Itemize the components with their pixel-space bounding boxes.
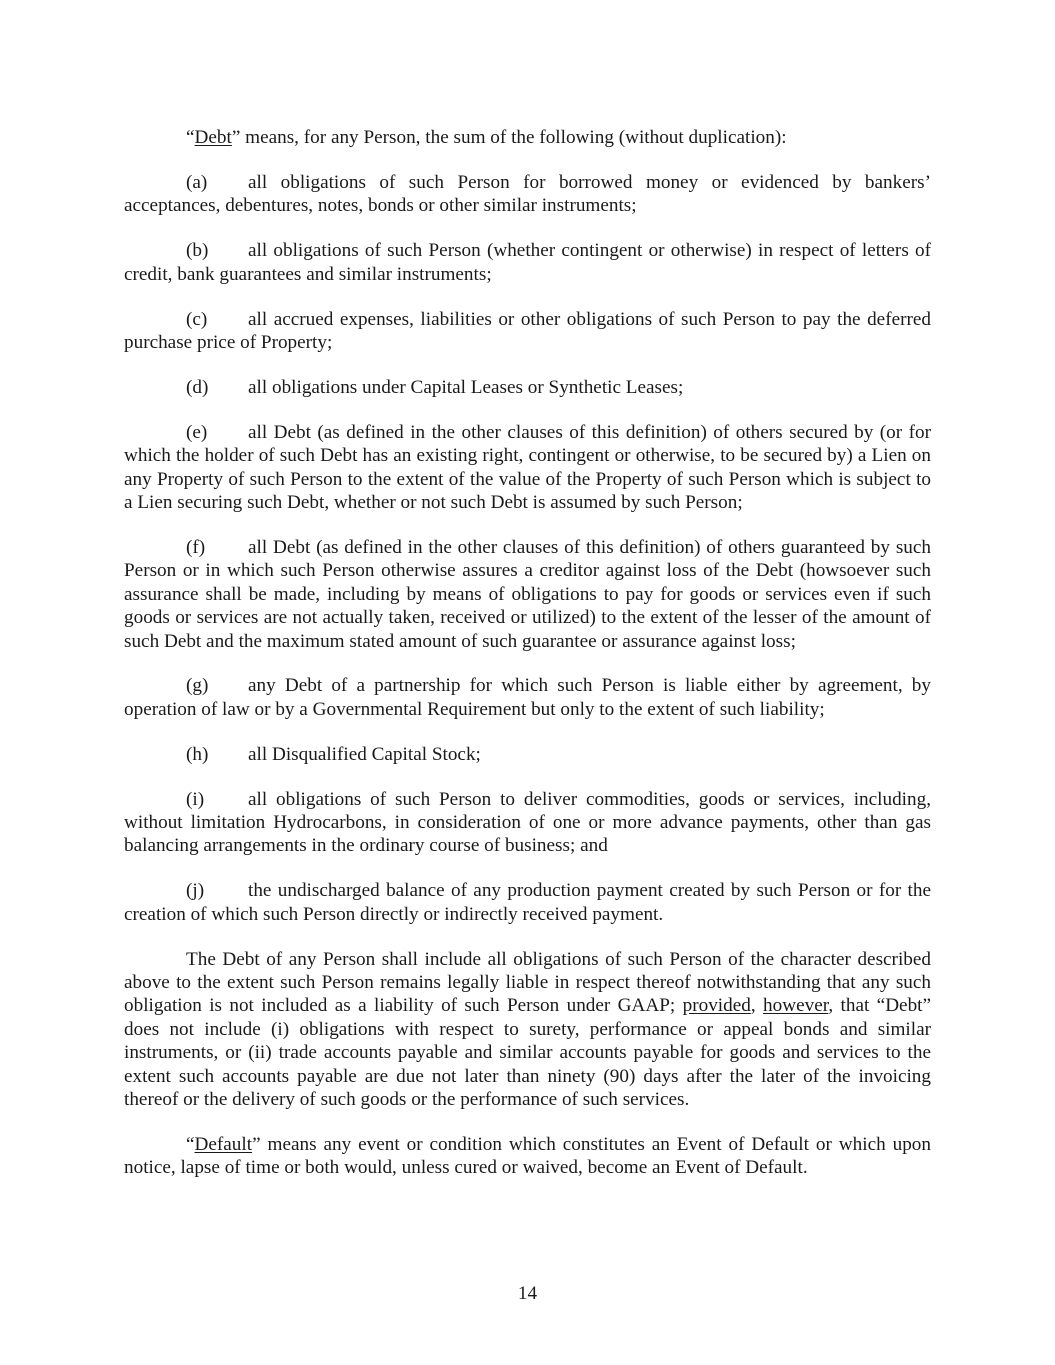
clause-label: (d)	[186, 376, 209, 398]
clause-label: (e)	[186, 421, 208, 443]
default-definition-paragraph: “Default” means any event or condition which constitutes an Event of Default or which upon notice, lapse of time or both would, unless cured or waived, become an Event of Default.	[124, 1134, 931, 1179]
clause-text: all Debt (as defined in the other clauses of this definition) of others secured by (or for which the holder of such Debt has an existing right, contingent or otherwise, to be secured by) a Lien on any Property of such Person to the extent of the value of the Property of such Person which is subject to a Lien securing such Debt, whether or not such Debt is assumed by such Person;	[124, 421, 931, 513]
clause-j	[124, 879, 931, 926]
clause-c	[124, 308, 931, 355]
clause-a	[124, 171, 931, 218]
clause-label: (g)	[186, 675, 209, 697]
clause-text: any Debt of a partnership for which such Person is liable either by agreement, by operation of law or by a Governmental Requirement but only to the extent of such liability;	[124, 675, 931, 720]
clause-d	[124, 376, 931, 399]
clause-text: all Debt (as defined in the other clauses of this definition) of others guaranteed by such Person or in which such Person otherwise assures a creditor against loss of the Debt (howsoever such assurance shall be made, including by means of obligations to pay for goods or services even if such goods or services are not actually taken, received or utilized) to the extent of the lesser of the amount of such Debt and the maximum stated amount of such guarantee or assurance against loss;	[124, 536, 931, 652]
clause-label: (c)	[186, 308, 208, 330]
proviso-however: however	[763, 995, 829, 1017]
clause-text: the undischarged balance of any production payment created by such Person or for the creation of which such Person directly or indirectly received payment.	[124, 880, 931, 925]
document-body	[124, 126, 931, 1201]
clause-e	[124, 421, 931, 515]
clause-b	[124, 239, 931, 286]
clause-i	[124, 788, 931, 858]
clause-text: all obligations under Capital Leases or Synthetic Leases;	[248, 376, 684, 398]
clause-label: (b)	[186, 240, 209, 262]
debt-definition-paragraph: “Debt” means, for any Person, the sum of the following (without duplication):	[186, 127, 787, 148]
clause-f	[124, 536, 931, 653]
clause-text: all obligations of such Person to deliver commodities, goods or services, including, without limitation Hydrocarbons, in consideration of one or more advance payments, other than gas balancing arrangements in the ordinary course of business; and	[124, 788, 931, 857]
clause-label: (i)	[186, 788, 205, 810]
clause-text: all accrued expenses, liabilities or other obligations of such Person to pay the deferred purchase price of Property;	[124, 308, 931, 353]
clause-text: all obligations of such Person for borrowed money or evidenced by bankers’ acceptances, debentures, notes, bonds or other similar instruments;	[124, 171, 931, 217]
page-number: 14	[517, 1283, 538, 1304]
clause-g	[124, 674, 931, 721]
proviso-provided: provided	[682, 995, 751, 1017]
clause-label: (f)	[186, 536, 206, 558]
clause-text: all obligations of such Person (whether contingent or otherwise) in respect of letters of credit, bank guarantees and similar instruments;	[124, 240, 931, 285]
clause-label: (a)	[186, 171, 208, 193]
clause-text: all Disqualified Capital Stock;	[248, 743, 481, 765]
debt-closing-paragraph: The Debt of any Person shall include all obligations of such Person of the character described above to the extent such Person remains legally liable in respect thereof notwithstanding that any such obligation is not included as a liability of such Person under GAAP; provided, however, that “Debt” does not include (i) obligations with respect to surety, performance or appeal bonds and similar instruments, or (ii) trade accounts payable and similar accounts payable for goods and services to the extent such accounts payable are due not later than ninety (90) days after the later of the invoicing thereof or the delivery of such goods or the performance of such services.	[124, 948, 932, 1111]
clause-label: (j)	[186, 880, 205, 902]
clause-h	[124, 743, 931, 766]
defined-term-debt: Debt	[194, 127, 232, 148]
clause-label: (h)	[186, 743, 209, 765]
defined-term-default: Default	[194, 1134, 253, 1155]
